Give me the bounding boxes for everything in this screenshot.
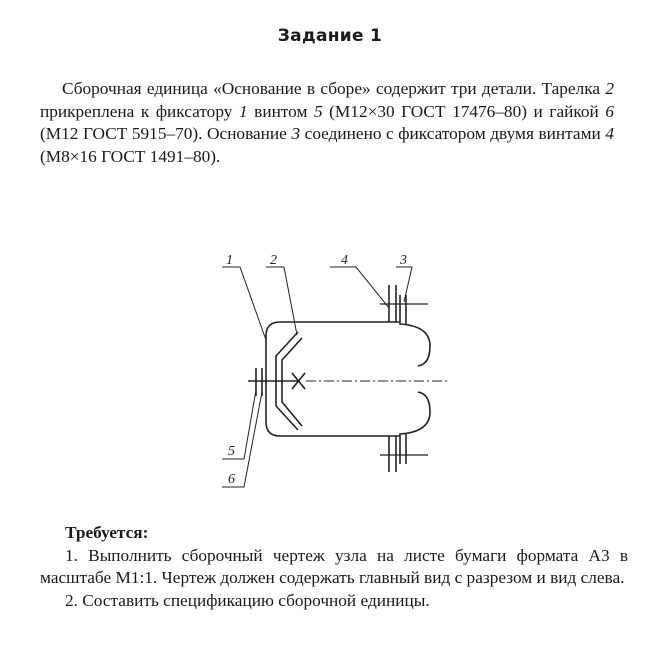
part-ref-1: 1 [238,101,248,121]
task-description: Сборочная единица «Основание в сборе» содержит три детали. Тарелка 2 прикреплена к фиксатору 1 винтом 5 (М12×30 ГОСТ 17476–80) и гайкой 6 (М12 ГОСТ 5915–70). Основание 3 соединено с фиксатором двумя винтами 4 (М8×16 ГОСТ 1491–80). [40,79,614,166]
leader-1 [222,267,266,340]
label-part-3: 3 [400,253,407,268]
label-part-6: 6 [228,472,235,487]
base-part [400,295,430,366]
requirements-section [40,522,628,612]
requirement-item-1: 1. Выполнить сборочный чертеж узла на листе бумаги формата А3 в масштабе М1:1. Чертеж должен содержать главный вид с разрезом и вид слева. [40,545,628,587]
requirement-item-2: 2. Составить спецификацию сборочной единицы. [65,590,430,610]
base-part-lower [400,392,430,464]
part-ref-3: 3 [291,124,301,143]
page-title: Задание 1 [277,26,383,46]
leader-3 [396,267,412,302]
label-part-1: 1 [226,253,233,268]
label-part-5: 5 [228,444,235,459]
part-ref-5: 5 [313,101,323,121]
part-ref-2: 2 [605,79,614,98]
part-ref-6: 6 [605,101,614,121]
fixator-body [266,322,400,436]
requirements-heading: Требуется: [65,523,149,542]
leader-4 [330,267,389,308]
part-ref-4: 4 [605,124,614,143]
assembly-drawing [0,240,660,500]
label-part-2: 2 [270,253,277,268]
label-part-4: 4 [341,253,348,268]
